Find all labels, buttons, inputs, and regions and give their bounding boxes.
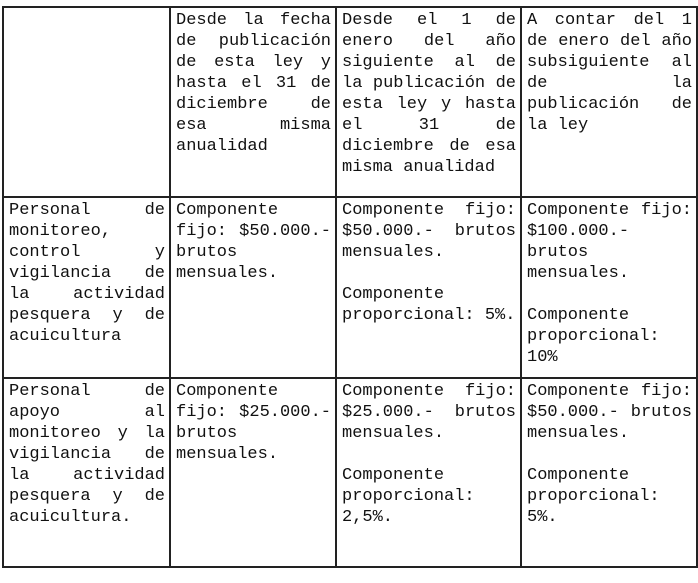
table-row	[3, 378, 697, 567]
header-row	[3, 7, 697, 197]
proportional-component: Componente proporcional: 2,5%.	[342, 466, 475, 527]
paragraph-gap	[527, 284, 692, 305]
remuneration-table	[2, 6, 698, 568]
cell-period-1	[170, 197, 336, 378]
row-label: Personal de monitoreo, control y vigilancia de la actividad pesquera y de acuicultura	[3, 197, 170, 378]
cell-period-2	[336, 378, 521, 567]
cell-period-3	[521, 197, 697, 378]
header-period-2: Desde el 1 de enero del año siguiente al de la publicación de esta ley y hasta el 31 de diciembre de esa misma anualidad	[336, 7, 521, 197]
header-period-3: A contar del 1 de enero del año subsiguiente al de la publicación de la ley	[521, 7, 697, 197]
proportional-component: Componente proporcional: 10%	[527, 306, 660, 367]
proportional-component: Componente proporcional: 5%.	[527, 466, 660, 527]
fixed-component: Componente fijo: $25.000.- brutos mensuales.	[176, 382, 331, 464]
fixed-component: Componente fijo: $25.000.- brutos mensuales.	[342, 382, 516, 443]
cell-period-2	[336, 197, 521, 378]
header-period-1: Desde la fecha de publicación de esta ley y hasta el 31 de diciembre de esa misma anualidad	[170, 7, 336, 197]
proportional-component: Componente proporcional: 5%.	[342, 285, 516, 325]
fixed-component: Componente fijo: $50.000.- brutos mensuales.	[176, 201, 331, 283]
paragraph-gap	[342, 444, 516, 465]
paragraph-gap	[527, 444, 692, 465]
row-label: Personal de apoyo al monitoreo y la vigilancia de la actividad pesquera y de acuicultura.	[3, 378, 170, 567]
fixed-component: Componente fijo: $100.000.- brutos mensuales.	[527, 201, 692, 283]
header-empty-cell	[3, 7, 170, 197]
paragraph-gap	[342, 263, 516, 284]
table-row	[3, 197, 697, 378]
cell-period-1	[170, 378, 336, 567]
cell-period-3	[521, 378, 697, 567]
fixed-component: Componente fijo: $50.000.- brutos mensuales.	[527, 382, 692, 443]
fixed-component: Componente fijo: $50.000.- brutos mensuales.	[342, 201, 516, 262]
